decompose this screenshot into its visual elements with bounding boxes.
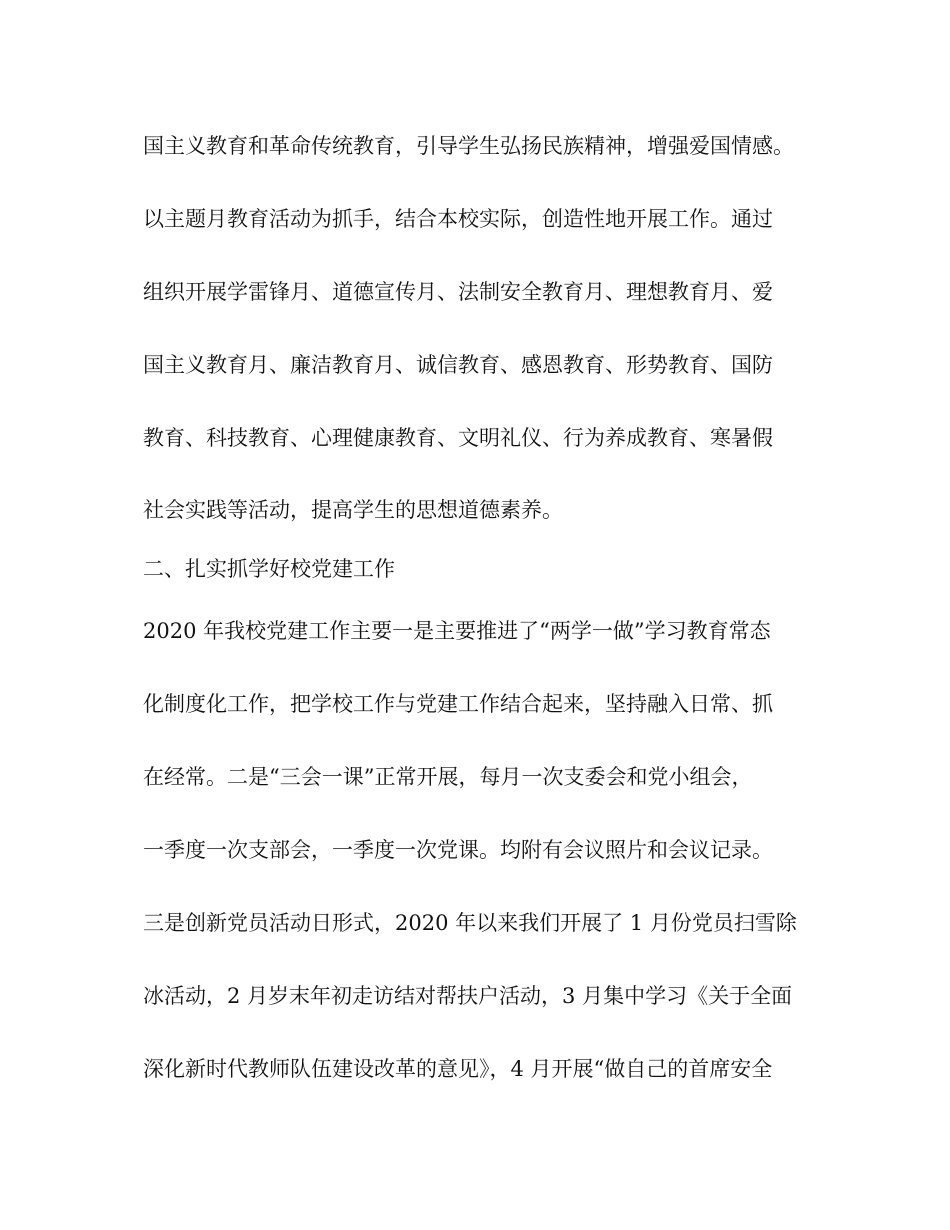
paragraph-line: 国主义教育月、廉洁教育月、诚信教育、感恩教育、形势教育、国防 [143,353,773,377]
paragraph-line: 三是创新党员活动日形式，2020 年以来我们开展了 1 月份党员扫雪除 [143,911,797,935]
paragraph-line: 冰活动，2 月岁末年初走访结对帮扶户活动，3 月集中学习《关于全面 [143,984,793,1008]
paragraph-line: 社会实践等活动，提高学生的思想道德素养。 [143,498,563,522]
paragraph-line: 一季度一次支部会，一季度一次党课。均附有会议照片和会议记录。 [143,838,773,862]
paragraph-line: 深化新时代教师队伍建设改革的意见》，4 月开展“做自己的首席安全 [143,1057,773,1081]
section-heading: 二、扎实抓学好校党建工作 [143,557,395,581]
paragraph-line: 教育、科技教育、心理健康教育、文明礼仪、行为养成教育、寒暑假 [143,426,773,450]
paragraph-line: 化制度化工作，把学校工作与党建工作结合起来，坚持融入日常、抓 [143,692,773,716]
paragraph-line: 组织开展学雷锋月、道德宣传月、法制安全教育月、理想教育月、爱 [143,280,773,304]
paragraph-line: 2020 年我校党建工作主要一是主要推进了“两学一做”学习教育常态 [143,619,771,643]
paragraph-line: 以主题月教育活动为抓手，结合本校实际，创造性地开展工作。通过 [143,207,773,231]
paragraph-line: 在经常。二是“三会一课”正常开展，每月一次支委会和党小组会， [143,765,753,789]
paragraph-line: 国主义教育和革命传统教育，引导学生弘扬民族精神，增强爱国情感。 [143,134,794,158]
